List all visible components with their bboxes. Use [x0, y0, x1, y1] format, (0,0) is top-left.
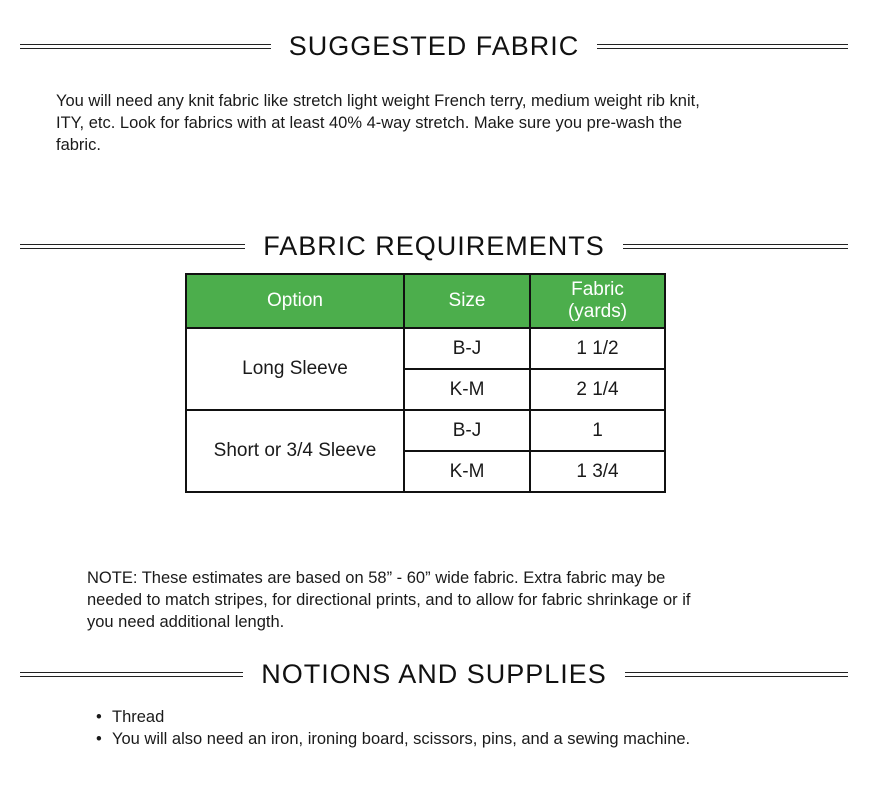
- section-heading-fabric-requirements: [20, 226, 848, 266]
- note-text: [87, 567, 690, 633]
- text-line: ITY, etc. Look for fabrics with at least 40% 4-way stretch. Make sure you pre-wash the: [56, 114, 683, 132]
- section-heading-notions: [20, 654, 848, 694]
- header-fabric-line: (yards): [567, 301, 628, 322]
- text-line: fabric.: [56, 136, 101, 154]
- table-header-row: [186, 274, 665, 328]
- double-rule-left: [20, 244, 245, 249]
- text-line: needed to match stripes, for directional prints, and to allow for fabric shrinkage or if: [87, 591, 691, 609]
- text-line: you need additional length.: [87, 613, 285, 631]
- table-row: [186, 410, 665, 451]
- header-option: Option: [186, 274, 404, 328]
- text-line: NOTE: These estimates are based on 58” - 60” wide fabric. Extra fabric may be: [87, 569, 666, 587]
- notions-list: [96, 706, 690, 750]
- bullet-icon: •: [96, 708, 102, 726]
- section-heading-suggested-fabric: [20, 26, 848, 66]
- size-cell: B-J: [404, 328, 530, 369]
- header-fabric-line: Fabric: [571, 279, 624, 300]
- list-item: [96, 706, 690, 728]
- double-rule-left: [20, 44, 271, 49]
- yards-cell: 1: [530, 410, 665, 451]
- heading-title: FABRIC REQUIREMENTS: [263, 230, 605, 261]
- fabric-requirements-table: [185, 273, 666, 493]
- yards-cell: 1 1/2: [530, 328, 665, 369]
- header-fabric-yards: [530, 274, 665, 328]
- suggested-fabric-text: [56, 90, 700, 156]
- list-item: [96, 728, 690, 750]
- option-cell: Short or 3/4 Sleeve: [186, 410, 404, 492]
- text-line: You will need any knit fabric like stretch light weight French terry, medium weight rib knit,: [56, 92, 700, 110]
- table-row: [186, 328, 665, 369]
- size-cell: B-J: [404, 410, 530, 451]
- yards-cell: 1 3/4: [530, 451, 665, 492]
- list-item-text: Thread: [112, 708, 165, 726]
- heading-title: SUGGESTED FABRIC: [288, 30, 580, 61]
- size-cell: K-M: [404, 369, 530, 410]
- double-rule-left: [20, 672, 243, 677]
- yards-cell: 2 1/4: [530, 369, 665, 410]
- double-rule-right: [597, 44, 848, 49]
- heading-title: NOTIONS AND SUPPLIES: [261, 658, 607, 689]
- double-rule-right: [623, 244, 848, 249]
- size-cell: K-M: [404, 451, 530, 492]
- option-cell: Long Sleeve: [186, 328, 404, 410]
- list-item-text: You will also need an iron, ironing board, scissors, pins, and a sewing machine.: [112, 730, 691, 748]
- bullet-icon: •: [96, 730, 102, 748]
- double-rule-right: [625, 672, 848, 677]
- header-size: Size: [404, 274, 530, 328]
